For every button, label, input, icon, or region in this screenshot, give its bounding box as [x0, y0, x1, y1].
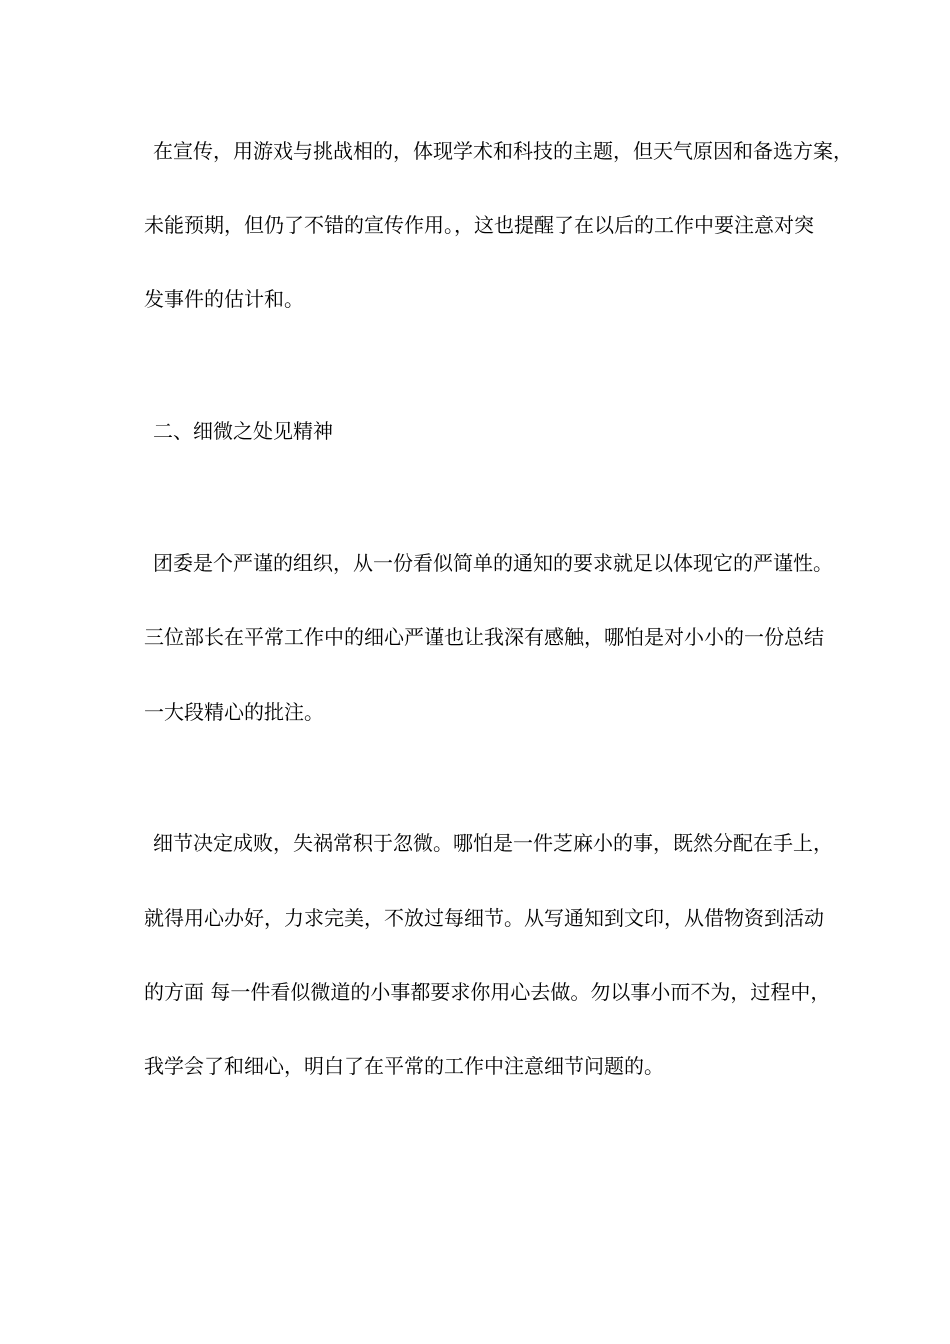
- paragraph-3-line-4: 我学会了和细心，明白了在平常的工作中注意细节问题的。: [144, 1054, 664, 1078]
- paragraph-1-line-3: 发事件的估计和。: [144, 287, 304, 311]
- paragraph-2-line-3: 一大段精心的批注。: [144, 700, 324, 724]
- paragraph-1-line-2: 未能预期，但仍了不错的宣传作用。，这也提醒了在以后的工作中要注意对突: [144, 213, 814, 237]
- paragraph-2-line-2: 三位部长在平常工作中的细心严谨也让我深有感触，哪怕是对小小的一份总结: [144, 625, 824, 649]
- paragraph-1-line-1: 在宣传，用游戏与挑战相的，体现学术和科技的主题，但天气原因和备选方案，: [153, 139, 853, 163]
- paragraph-3-line-3: 的方面 每一件看似微道的小事都要求你用心去做。勿以事小而不为，过程中，: [144, 980, 831, 1004]
- paragraph-3-line-2: 就得用心办好，力求完美，不放过每细节。从写通知到文印，从借物资到活动: [144, 906, 824, 930]
- paragraph-3-line-1: 细节决定成败，失祸常积于忽微。哪怕是一件芝麻小的事，既然分配在手上，: [153, 831, 833, 855]
- paragraph-2-line-1: 团委是个严谨的组织，从一份看似简单的通知的要求就足以体现它的严谨性。: [153, 551, 833, 575]
- section-heading: 二、细微之处见精神: [153, 419, 333, 443]
